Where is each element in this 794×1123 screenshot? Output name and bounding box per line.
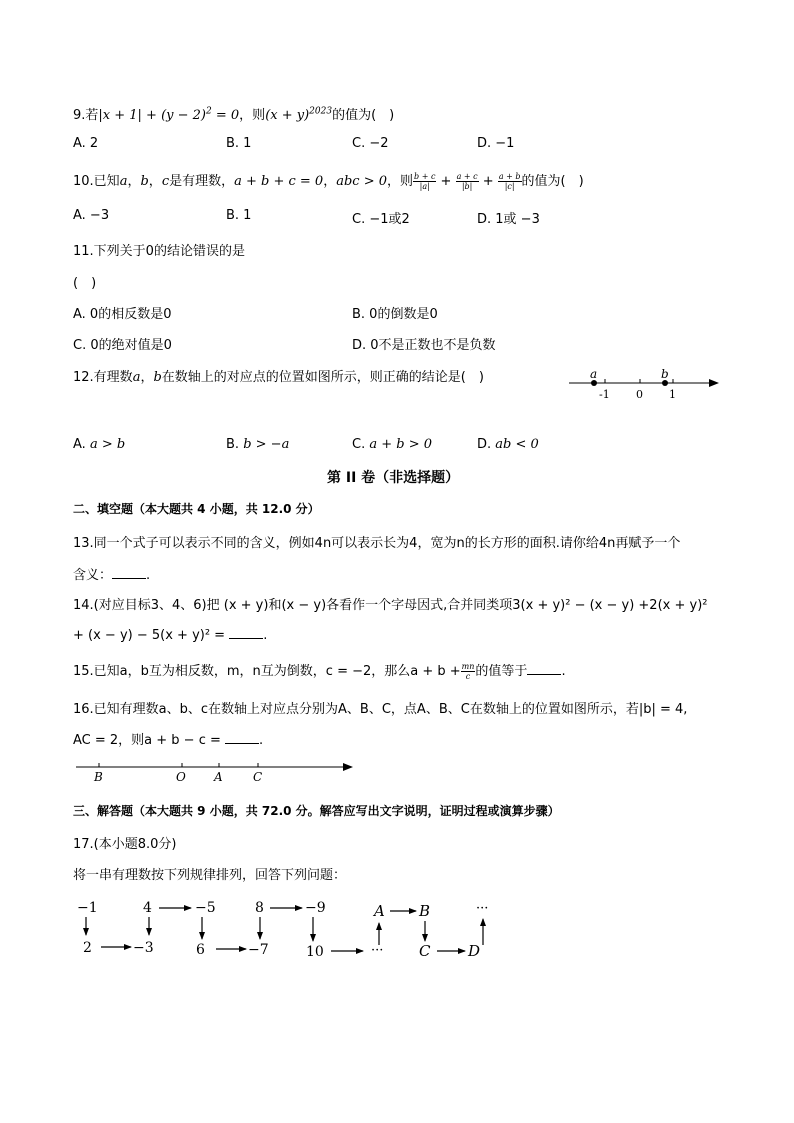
seq-bottom-5: ··· [371,943,384,958]
q12-option-c: C. a + b > 0 [352,437,433,452]
seq-top-1: 4 [143,900,152,916]
q12-stem: 12.有理数a，b在数轴上的对应点的位置如图所示，则正确的结论是( ) [73,370,484,385]
seq-bottom-3: −7 [248,942,269,958]
seq-bottom-1: −3 [133,940,154,956]
q12-option-b: B. b > −a [226,437,290,452]
seq-top-7: ··· [476,901,489,916]
q11-option-b: B. 0的倒数是0 [352,307,438,322]
svg-text:A: A [214,770,223,784]
q13-line1: 13.同一个式子可以表示不同的含义，例如4n可以表示长为4，宽为n的长方形的面积.请你给4n再赋予一个 [73,536,681,551]
seq-top-4: −9 [305,900,326,916]
q12-option-a: A. a > b [73,437,126,452]
q9-option-b: B. 1 [226,136,252,151]
q10-option-d: D. 1或 −3 [477,212,540,227]
q17-stem: 将一串有理数按下列规律排列，回答下列问题： [73,868,347,883]
q11-option-d: D. 0不是正数也不是负数 [352,338,496,353]
seq-bottom-2: 6 [196,942,205,958]
seq-bottom-0: 2 [83,940,92,956]
q17-sequence-diagram [73,895,513,965]
q12-number-line [565,362,725,404]
q10-option-c: C. −1或2 [352,212,410,227]
q16-number-line [73,756,358,786]
seq-top-5: A [374,902,385,920]
q9-option-c: C. −2 [352,136,389,151]
q14-line1: 14.(对应目标3、4、6)把 (x + y)和(x − y)各看作一个字母因式,合并同类项3(x + y)² − (x − y) +2(x + y)² [73,598,708,613]
svg-text:B: B [94,770,103,784]
svg-text:b: b [661,367,669,381]
part2-title: 第 II 卷（非选择题） [327,470,460,486]
svg-text:C: C [253,770,263,784]
seq-bottom-6: C [419,942,431,960]
svg-text:1: 1 [669,388,676,401]
seq-top-0: −1 [77,900,98,916]
q11-option-c: C. 0的绝对值是0 [73,338,172,353]
seq-bottom-4: 10 [306,944,324,960]
section-answer-title: 三、解答题（本大题共 9 小题，共 72.0 分。解答应写出文字说明，证明过程或演算步骤） [73,804,560,818]
svg-text:0: 0 [636,388,643,401]
q11-stem: 11.下列关于0的结论错误的是 [73,244,245,259]
q14-line2: + (x − y) − 5(x + y)² = . [73,628,268,643]
q11-paren: ( ) [73,276,97,291]
q15-stem: 15.已知a，b互为相反数，m，n互为倒数，c = −2，那么a + b + $\frac{mn}{c}$ 的值等于 . [73,662,566,681]
q9-stem: 9.若$|x + 1| + (y - 2)^2 = 0$，则$(x + y)^{2023}$的值为( ) [73,106,395,123]
seq-bottom-7: D [468,942,481,960]
q10-option-b: B. 1 [226,208,252,223]
q10-option-a: A. −3 [73,208,110,223]
seq-top-6: B [419,902,431,920]
q11-option-a: A. 0的相反数是0 [73,307,172,322]
q10-stem: 10.已知a，b，c是有理数，a + b + c = 0，abc > 0，则 $\frac{b + c}{|a|}$ + $\frac{a + c}{|b|}$ + $\frac{a + b}{|c|}$ 的值为( ) [73,172,584,191]
svg-text:O: O [176,770,186,784]
q13-line2: 含义： . [73,568,151,583]
svg-text:-1: -1 [599,388,610,401]
seq-top-3: 8 [255,900,264,916]
svg-text:a: a [590,367,598,381]
q16-line1: 16.已知有理数a、b、c在数轴上对应点分别为A、B、C，点A、B、C在数轴上的位置如图所示，若|b| = 4, [73,702,688,717]
q17-title: 17.(本小题8.0分) [73,837,177,852]
section-fill-blank-title: 二、填空题（本大题共 4 小题，共 12.0 分） [73,502,320,516]
q12-option-d: D. ab < 0 [477,437,539,452]
q9-option-a: A. 2 [73,136,99,151]
q9-option-d: D. −1 [477,136,515,151]
seq-top-2: −5 [195,900,216,916]
q16-line2: AC = 2，则a + b − c = . [73,733,264,748]
